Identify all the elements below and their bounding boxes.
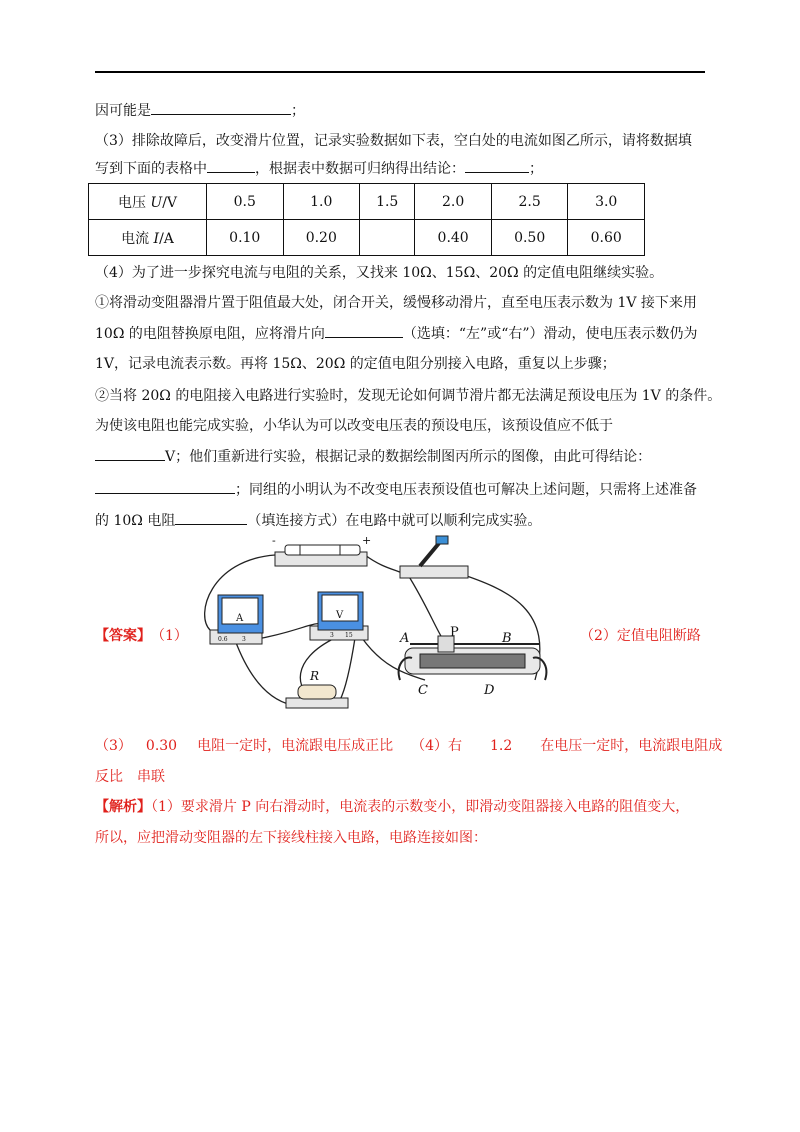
answer-blank <box>175 510 247 525</box>
wire <box>365 555 405 575</box>
q4-line4: 1V，记录电流表示数。再将 15Ω、20Ω 的定值电阻分别接入电路，重复以上步骤； <box>95 356 616 372</box>
voltmeter-terminal-label: 15 <box>345 632 353 639</box>
table-cell <box>360 220 415 256</box>
ammeter-terminal-label: 3 <box>242 636 246 643</box>
answer-blank <box>95 446 165 461</box>
rheostat-label-p: P <box>450 625 459 640</box>
q3-line1: （3）排除故障后，改变滑片位置，记录实验数据如下表，空白处的电流如图乙所示，请将数据填 <box>95 133 692 149</box>
answer-blank <box>207 158 255 173</box>
voltmeter <box>310 592 368 640</box>
text: （填连接方式）在电路中就可以顺利完成实验。 <box>247 513 542 529</box>
q4-line9 <box>95 510 541 531</box>
table-cell: 0.40 <box>415 220 492 256</box>
answer-label <box>95 625 188 645</box>
answer-blank <box>151 100 291 115</box>
rheostat-label-c: C <box>418 683 428 698</box>
q4-line3 <box>95 323 698 344</box>
table-cell: 0.10 <box>207 220 284 256</box>
table-cell: 0.5 <box>207 184 284 220</box>
text: 10Ω 的电阻替换原电阻，应将滑片向 <box>95 326 325 342</box>
table-cell: 2.0 <box>415 184 492 220</box>
text: ； <box>529 161 543 177</box>
answer-blank <box>465 158 529 173</box>
table-row <box>89 184 645 220</box>
table-cell: 0.60 <box>568 220 645 256</box>
analysis-label: 【解析】 <box>95 799 151 815</box>
text: V；他们重新进行实验，根据记录的数据绘制图丙所示的图像，由此可得结论： <box>165 449 652 465</box>
text: （1） <box>158 628 188 644</box>
q4-line8 <box>95 479 697 500</box>
text: 写到下面的表格中 <box>95 161 207 177</box>
q3-line2 <box>95 158 543 179</box>
battery-minus-label: - <box>272 534 276 547</box>
text: 因可能是 <box>95 103 151 119</box>
rheostat-label-a: A <box>400 631 410 646</box>
answer-line-3: 反比 串联 <box>95 769 165 785</box>
line-cause <box>95 100 305 121</box>
wire <box>235 640 292 705</box>
circuit-diagram <box>200 530 565 712</box>
data-table <box>88 183 645 256</box>
battery-plus-label: + <box>362 534 372 547</box>
rheostat-label-d: D <box>484 683 495 698</box>
q4-line2: ①将滑动变阻器滑片置于阻值最大处，闭合开关，缓慢移动滑片，直至电压表示数为 1V 接下来用 <box>95 295 697 311</box>
table-row <box>89 220 645 256</box>
answer-blank <box>95 479 235 494</box>
ammeter <box>210 595 263 644</box>
table-header-cell: 电流 I/A <box>89 220 207 256</box>
analysis-line-2: 所以，应把滑动变阻器的左下接线柱接入电路，电路连接如图： <box>95 830 487 846</box>
rheostat <box>399 625 547 698</box>
answer-line-2 <box>95 736 722 756</box>
answer-2: （2）定值电阻断路 <box>580 628 701 644</box>
table-header-cell: 电压 U/V <box>89 184 207 220</box>
rheostat-label-b: B <box>502 631 512 646</box>
header-rule <box>95 71 705 73</box>
q4-line7 <box>95 446 651 467</box>
ammeter-label: A <box>236 613 244 624</box>
text: 在电压一定时，电流跟电阻成 <box>540 738 723 754</box>
resistor <box>286 669 348 708</box>
q4-line1: （4）为了进一步探究电流与电阻的关系，又找来 10Ω、15Ω、20Ω 的定值电阻继续实验。 <box>95 265 664 281</box>
voltmeter-terminal-label: 3 <box>330 632 334 639</box>
voltmeter-label: V <box>336 610 344 621</box>
ammeter-terminal-label: 0.6 <box>218 636 228 643</box>
text: ；同组的小明认为不改变电压表预设值也可解决上述问题，只需将上述准备 <box>235 482 697 498</box>
text: ； <box>291 103 305 119</box>
table-cell: 1.0 <box>283 184 360 220</box>
text: 【答案】 <box>95 628 144 644</box>
text: （4）右 <box>411 738 463 754</box>
battery <box>272 534 371 566</box>
text: （3） <box>95 738 132 754</box>
text: ，根据表中数据可归纳得出结论： <box>255 161 465 177</box>
answer-blank <box>325 323 403 338</box>
text: 电阻一定时，电流跟电压成正比 <box>197 738 394 754</box>
table-cell: 2.5 <box>491 184 568 220</box>
text: （选填：“左”或“右”）滑动，使电压表示数仍为 <box>402 326 698 342</box>
switch <box>400 536 468 578</box>
table-cell: 1.5 <box>360 184 415 220</box>
table-cell: 3.0 <box>568 184 645 220</box>
analysis-line-1 <box>95 797 689 817</box>
text: 0.30 <box>145 738 178 754</box>
text: 的 10Ω 电阻 <box>95 513 176 529</box>
wire <box>340 638 355 700</box>
text: 1.2 <box>490 738 513 754</box>
table-cell: 0.50 <box>491 220 568 256</box>
text: （1）要求滑片 P 向右滑动时，电流表的示数变小，即滑动变阻器接入电路的阻值变大， <box>151 799 690 815</box>
wire <box>408 575 448 645</box>
table-cell: 0.20 <box>283 220 360 256</box>
q4-line6: 为使该电阻也能完成实验，小华认为可以改变电压表的预设电压，该预设值应不低于 <box>95 418 613 434</box>
q4-line5: ②当将 20Ω 的电阻接入电路进行实验时，发现无论如何调节滑片都无法满足预设电压为 1V 的条件。 <box>95 388 722 404</box>
resistor-label: R <box>310 669 320 683</box>
